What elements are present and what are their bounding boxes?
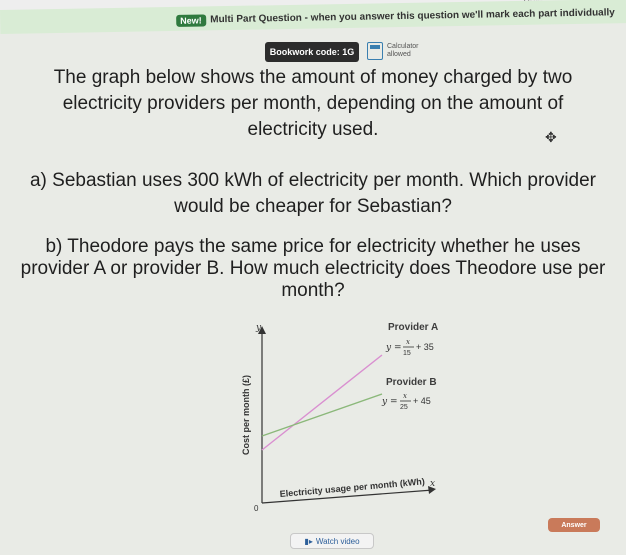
- answer-label: Answer: [561, 521, 587, 529]
- video-icon: ▮▸: [304, 536, 313, 546]
- question-intro-line1: The graph below shows the amount of money charged by two: [53, 67, 573, 88]
- watch-video-label: Watch video: [315, 536, 360, 546]
- question-a-line2: would be cheaper for Sebastian?: [174, 196, 452, 217]
- question-intro-line2: electricity providers per month, depending on the amount of: [62, 93, 564, 114]
- answer-button[interactable]: [548, 518, 600, 532]
- new-badge: New!: [176, 14, 206, 27]
- provider-a-name: Provider A: [388, 322, 439, 333]
- x-axis-letter: x: [430, 479, 436, 489]
- calculator-label: Calculator: [387, 43, 419, 50]
- y-axis-title: Cost per month (£): [241, 375, 251, 455]
- provider-b-numerator: x: [403, 392, 407, 400]
- provider-a-eq-right: + 35: [416, 342, 434, 352]
- question-b-line3: month?: [281, 280, 345, 301]
- watch-video-button[interactable]: [290, 533, 374, 549]
- x-axis-title: Electricity usage per month (kWh): [279, 476, 426, 499]
- question-b-line1: b) Theodore pays the same price for electricity whether he uses: [45, 236, 581, 257]
- question-a-line1: a) Sebastian uses 300 kWh of electricity per month. Which provider: [29, 170, 597, 191]
- provider-b-denominator: 25: [400, 404, 408, 411]
- question-b-line2: provider A or provider B. How much electricity does Theodore use per: [20, 258, 606, 279]
- provider-a-denominator: 15: [403, 350, 411, 357]
- provider-a-line: [262, 355, 382, 450]
- provider-b-eq-left: y =: [382, 397, 398, 407]
- bookwork-code: Bookwork code: 1G: [265, 42, 359, 62]
- origin-label: 0: [254, 504, 259, 513]
- provider-a-eq-left: y =: [386, 343, 402, 353]
- provider-a-numerator: x: [406, 338, 410, 346]
- cursor-icon: ✥: [545, 129, 557, 145]
- y-axis-letter: y: [256, 323, 262, 333]
- banner-text: Multi Part Question - when you answer this question we'll mark each part individually: [210, 7, 615, 26]
- provider-b-eq-right: + 45: [413, 396, 431, 406]
- calculator-allowed-label: allowed: [387, 51, 411, 58]
- question-intro-line3: electricity used.: [247, 119, 379, 140]
- provider-b-name: Provider B: [386, 377, 437, 388]
- provider-b-line: [262, 394, 382, 436]
